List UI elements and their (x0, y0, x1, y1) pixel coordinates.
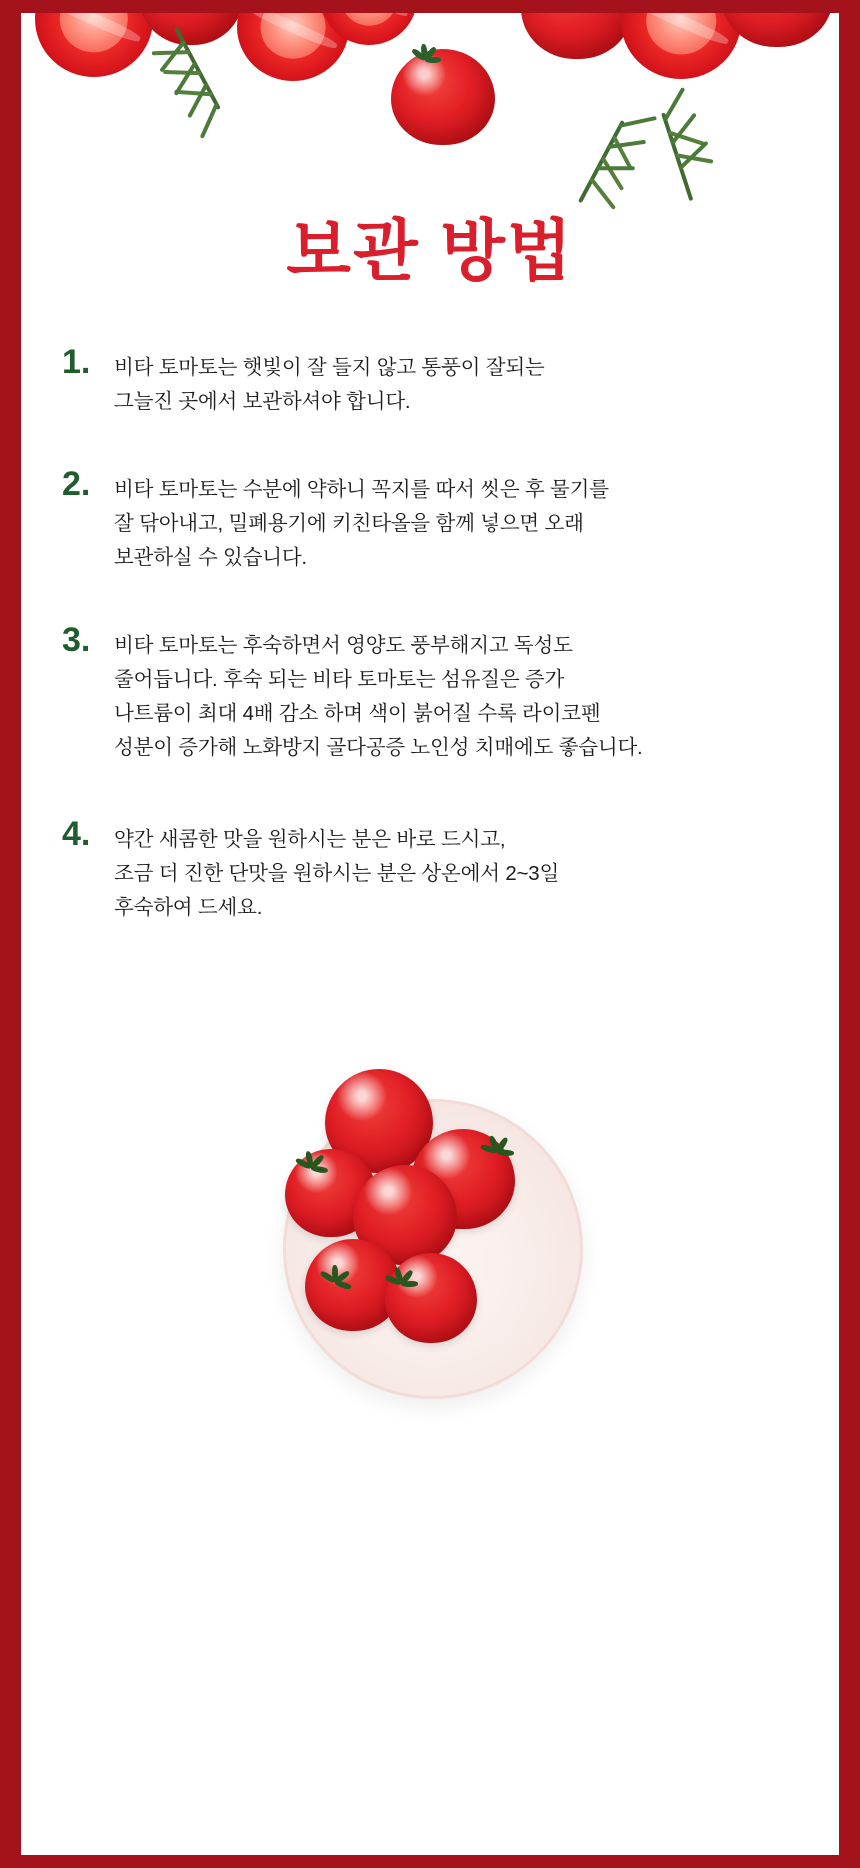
list-item-number: 4. (62, 815, 91, 853)
list-item-line: 후숙하여 드세요. (114, 896, 263, 919)
list-item-line: 약간 새콤한 맛을 원하시는 분은 바로 드시고, (114, 828, 506, 851)
list-item-text (114, 343, 802, 419)
bottom-product-photo (201, 1061, 661, 1481)
list-item-line: 성분이 증가해 노화방지 골다공증 노인성 치매에도 좋습니다. (114, 736, 643, 759)
list-item-line: 비타 토마토는 햇빛이 잘 들지 않고 통풍이 잘되는 (114, 356, 545, 379)
list-item-text (114, 815, 802, 925)
list-item (62, 465, 802, 575)
list-item-text (114, 621, 802, 765)
storage-instructions-list (62, 343, 802, 961)
list-item-line: 그늘진 곳에서 보관하셔야 합니다. (114, 390, 411, 413)
tomato-icon (721, 13, 833, 47)
list-item-line: 보관하실 수 있습니다. (114, 546, 307, 569)
list-item-line: 잘 닦아내고, 밀폐용기에 키친타올을 함께 넣으면 오래 (114, 512, 584, 535)
list-item-number: 3. (62, 621, 91, 659)
list-item (62, 343, 802, 419)
list-item-line: 줄어듭니다. 후숙 되는 비타 토마토는 섬유질은 증가 (114, 668, 565, 691)
tomato-icon (521, 13, 633, 59)
tomato-icon (385, 1253, 477, 1343)
tomato-stem-icon (297, 1157, 331, 1175)
list-item (62, 815, 802, 925)
tomato-icon (139, 13, 243, 45)
tomato-stem-icon (321, 1271, 355, 1289)
list-item-number: 2. (62, 465, 91, 503)
top-decoration-photo (21, 13, 839, 228)
list-item-line: 조금 더 진한 단맛을 원하시는 분은 상온에서 2~3일 (114, 862, 560, 885)
list-item-number: 1. (62, 343, 91, 381)
tomato-slice-icon (35, 13, 153, 77)
tomato-stem-icon (387, 1273, 421, 1291)
list-item-line: 비타 토마토는 후숙하면서 영양도 풍부해지고 독성도 (114, 634, 573, 657)
tomato-slice-icon (621, 13, 741, 79)
list-item-line: 나트륨이 최대 4배 감소 하며 색이 붉어질 수록 라이코펜 (114, 702, 601, 725)
tomato-stem-icon (483, 1141, 517, 1159)
poster-card (21, 13, 839, 1855)
rosemary-sprig-icon (661, 112, 693, 201)
list-item-text (114, 465, 802, 575)
list-item-line: 비타 토마토는 수분에 약하니 꼭지를 따서 씻은 후 물기를 (114, 478, 609, 501)
list-item (62, 621, 802, 765)
page-title: 보관 방법 (286, 214, 574, 289)
tomato-icon (391, 49, 495, 145)
rosemary-sprig-icon (578, 120, 625, 203)
